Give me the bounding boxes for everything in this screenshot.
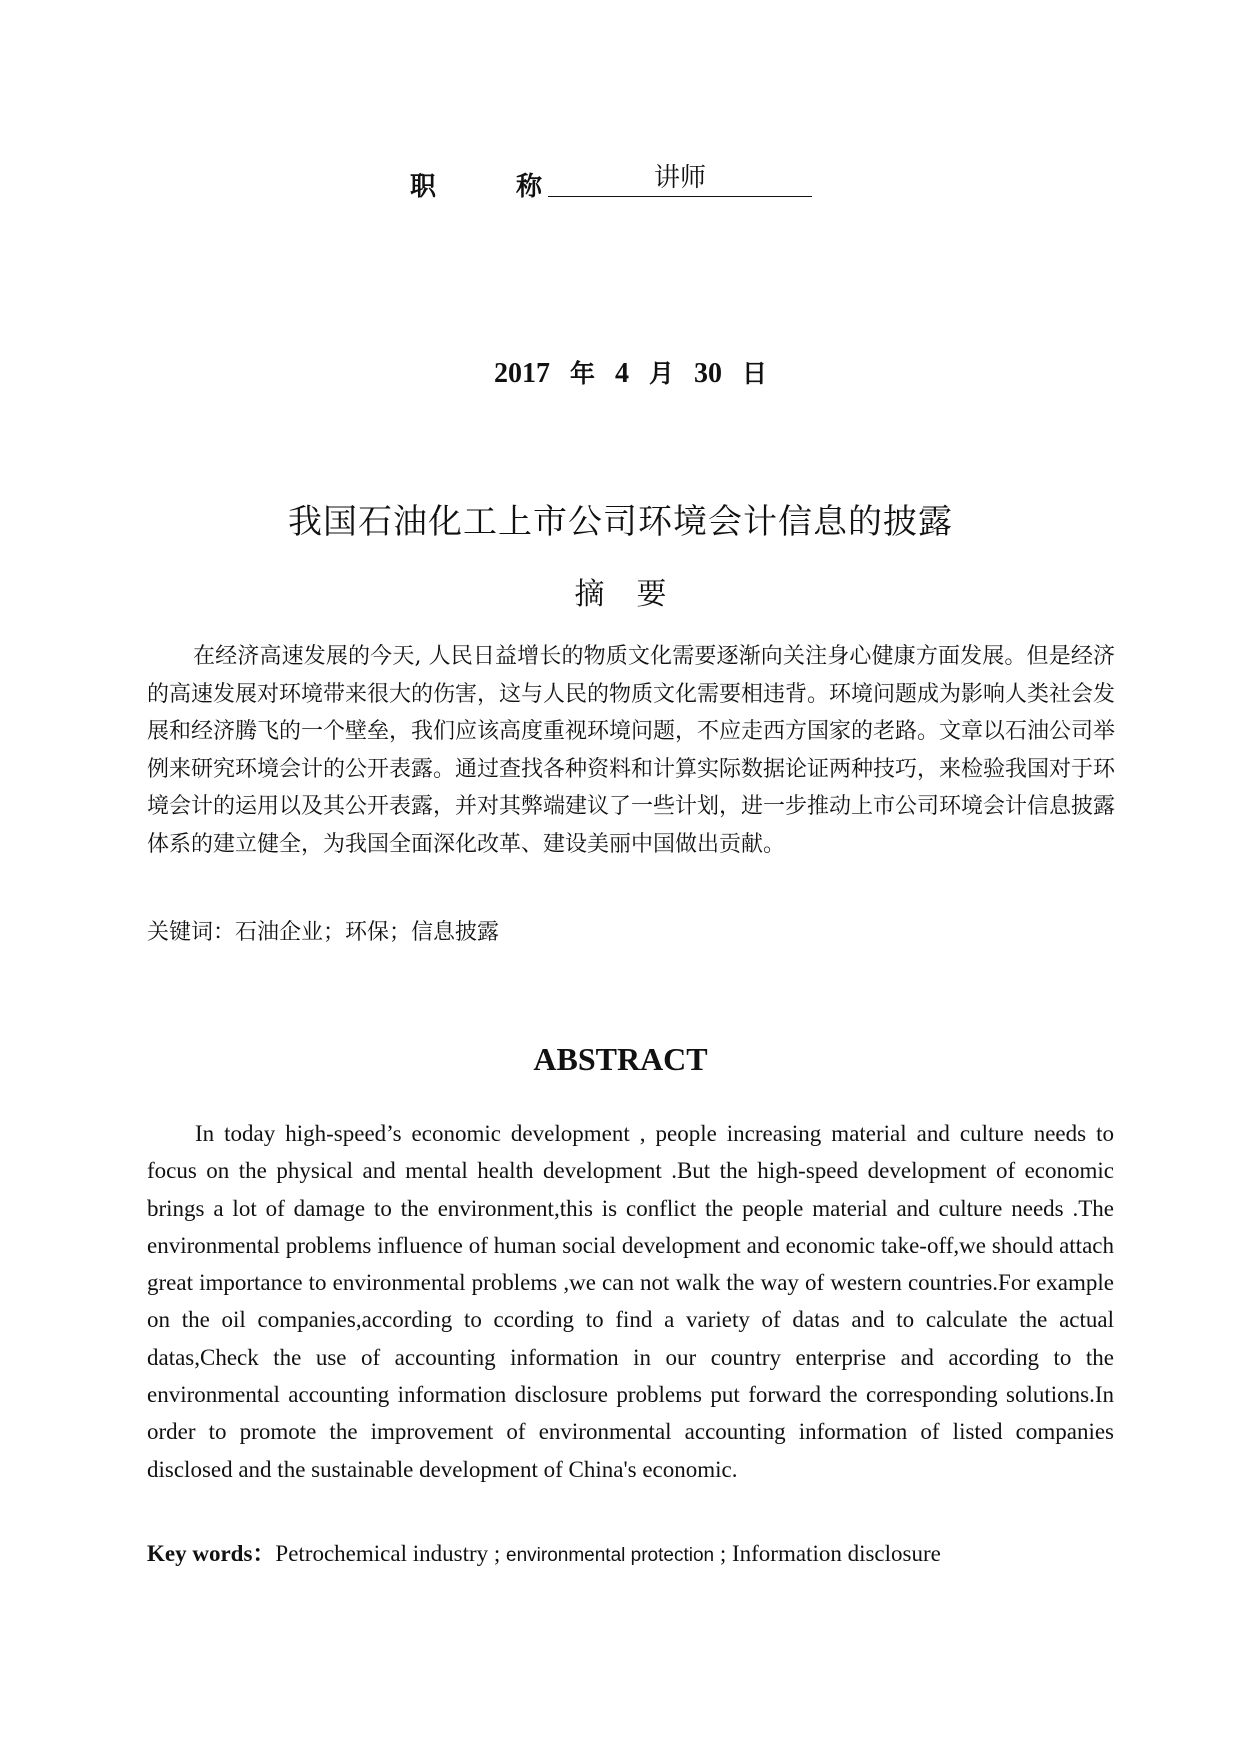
chinese-abstract-heading-char-1: 摘 [574,577,605,612]
date-year-unit: 年 [569,359,595,388]
chinese-keywords-label: 关键词： [147,920,236,945]
date-month: 4 [614,358,629,389]
chinese-abstract-heading-char-2: 要 [636,577,667,612]
date-day: 30 [694,358,722,389]
english-keyword-2: environmental protection [506,1545,715,1566]
date-month-unit: 月 [648,359,674,388]
date-year: 2017 [493,358,550,389]
date-day-unit: 日 [742,359,768,388]
job-title-label-1: 职 [410,172,437,202]
english-keyword-3: ; Information disclosure [714,1541,941,1566]
chinese-abstract-body: 在经济高速发展的今天, 人民日益增长的物质文化需要逐渐向关注身心健康方面发展。但是经济的高速发展对环境带来很大的伤害，这与人民的物质文化需要相违背。环境问题成为影响人类社会发展和经济腾飞的一个壁垒，我们应该高度重视环境问题，不应走西方国家的老路。文章以石油公司举例来研究环境会计的公开表露。通过查找各种资料和计算实际数据论证两种技巧，来检验我国对于环境会计的运用以及其公开表露，并对其弊端建议了一些计划，进一步推动上市公司环境会计信息披露体系的建立健全，为我国全面深化改革、建设美丽中国做出贡献。 [147,644,1116,857]
english-keywords-label: Key words： [147,1541,276,1566]
english-abstract-heading: ABSTRACT [533,1041,708,1077]
chinese-keywords [147,917,1115,949]
english-keywords [147,1538,1114,1572]
submission-date [0,354,1241,390]
job-title-field [0,160,1241,204]
chinese-keywords-value: 石油企业；环保；信息披露 [235,920,500,945]
job-title-value: 讲师 [548,160,812,197]
chinese-paper-title: 我国石油化工上市公司环境会计信息的披露 [288,502,953,542]
english-keyword-1: Petrochemical industry ; [275,1541,507,1566]
job-title-label-2: 称 [516,172,543,202]
english-abstract-body: In today high-speed’s economic development , people increasing material and culture needs to focus on the physical and mental health development .But the high-speed development of economic brings a lot of damage to the environment,this is conflict the people material and culture needs .The environmental problems influence of human social development and economic take-off,we should attach great importance to environmental problems ,we can not walk the way of western countries.For example on the oil companies,according to ccording to find a variety of datas and to calculate the actual datas,Check the use of accounting information in our country enterprise and according to the environmental accounting information disclosure problems put forward the corresponding solutions.In order to promote the improvement of environmental accounting information of listed companies disclosed and the sustainable development of China's economic. [147,1121,1114,1482]
chinese-abstract-heading [0,569,1241,613]
